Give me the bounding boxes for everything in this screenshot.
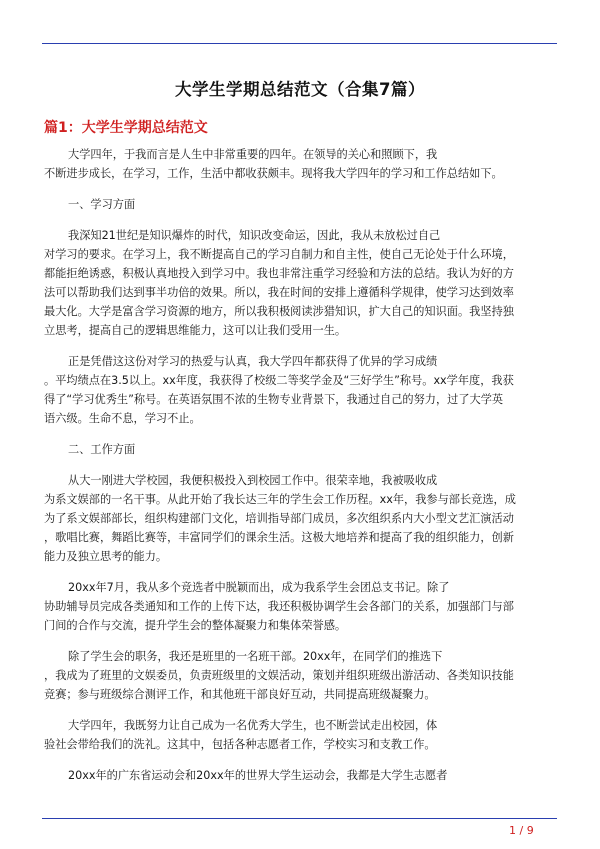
paragraph-line: 大学四年，我既努力让自己成为一名优秀大学生，也不断尝试走出校园，体 xyxy=(68,719,438,732)
header-rule xyxy=(42,43,557,44)
paragraph-line: 20xx年的广东省运动会和20xx年的世界大学生运动会，我都是大学生志愿者 xyxy=(68,769,448,782)
footer-rule xyxy=(42,818,557,819)
paragraph-line: 验社会带给我们的洗礼。这其中，包括各种志愿者工作，学校实习和支教工作。 xyxy=(44,738,436,751)
paragraph-line: 能力及独立思考的能力。 xyxy=(44,550,168,563)
paragraph-line: 最大化。大学是富含学习资源的地方，所以我积极阅读涉猎知识，扩大自己的知识面。我坚持独 xyxy=(44,305,514,318)
paragraph xyxy=(44,352,556,428)
paragraph-line: 不断进步成长，在学习，工作，生活中都收获颇丰。现将我大学四年的学习和工作总结如下。 xyxy=(44,167,503,180)
document-body xyxy=(44,145,556,797)
paragraph-line: 立思考，提高自己的逻辑思维能力，这可以让我们受用一生。 xyxy=(44,324,347,337)
paragraph-line: 得了“学习优秀生”称号。在英语氛围不浓的生物专业背景下，我通过自己的努力，过了大学英 xyxy=(44,393,504,406)
page-number: 1 / 9 xyxy=(509,824,534,837)
paragraph-line: 二、工作方面 xyxy=(68,443,136,456)
paragraph-line: ，我成为了班里的文娱委员，负责班级里的文娱活动，策划并组织班级出游活动、各类知识技能 xyxy=(44,669,514,682)
paragraph-line: 法可以帮助我们达到事半功倍的效果。所以，我在时间的安排上遵循科学规律，使学习达到效率 xyxy=(44,286,514,299)
paragraph xyxy=(44,647,556,704)
paragraph xyxy=(44,716,556,754)
paragraph xyxy=(44,766,556,785)
paragraph-line: ，歌唱比赛，舞蹈比赛等，丰富同学们的课余生活。这极大地培养和提高了我的组织能力，创新 xyxy=(44,531,514,544)
paragraph xyxy=(44,195,556,214)
paragraph-line: 我深知21世纪是知识爆炸的时代，知识改变命运，因此，我从未放松过自己 xyxy=(68,229,441,242)
paragraph-line: 20xx年7月，我从多个竞选者中脱颖而出，成为我系学生会团总支书记。除了 xyxy=(68,581,450,594)
paragraph xyxy=(44,471,556,566)
paragraph-line: 门间的合作与交流，提升学生会的整体凝聚力和集体荣誉感。 xyxy=(44,619,347,632)
paragraph-line: 为系文娱部的一名干事。从此开始了我长达三年的学生会工作历程。xx年，我参与部长竞选，成 xyxy=(44,493,516,506)
paragraph xyxy=(44,440,556,459)
document-title: 大学生学期总结范文（合集7篇） xyxy=(175,80,425,99)
paragraph xyxy=(44,145,556,183)
paragraph xyxy=(44,226,556,340)
paragraph-line: 。平均绩点在3.5以上。xx年度，我获得了校级二等奖学金及“三好学生”称号。xx学年度，我获 xyxy=(44,374,514,387)
paragraph-line: 从大一刚进大学校园，我便积极投入到校园工作中。很荣幸地，我被吸收成 xyxy=(68,474,438,487)
paragraph-line: 正是凭借这这份对学习的热爱与认真，我大学四年都获得了优异的学习成绩 xyxy=(68,355,438,368)
paragraph-line: 协助辅导员完成各类通知和工作的上传下达，我还积极协调学生会各部门的关系，加强部门与部 xyxy=(44,600,514,613)
paragraph-line: 都能拒绝诱惑，积极认真地投入到学习中。我也非常注重学习经验和方法的总结。我认为好的方 xyxy=(44,267,514,280)
paragraph-line: 对学习的要求。在学习上，我不断提高自己的学习自制力和自主性，使自己无论处于什么环境， xyxy=(44,248,514,261)
paragraph-line: 一、学习方面 xyxy=(68,198,136,211)
section-heading: 篇1：大学生学期总结范文 xyxy=(44,120,208,136)
paragraph-line: 竞赛；参与班级综合测评工作，和其他班干部良好互动，共同提高班级凝聚力。 xyxy=(44,688,436,701)
paragraph-line: 大学四年，于我而言是人生中非常重要的四年。在领导的关心和照顾下，我 xyxy=(68,148,438,161)
paragraph xyxy=(44,578,556,635)
paragraph-line: 语六级。生命不息，学习不止。 xyxy=(44,412,201,425)
paragraph-line: 为了系文娱部部长，组织构建部门文化，培训指导部门成员，多次组织系内大小型文艺汇演活动 xyxy=(44,512,514,525)
paragraph-line: 除了学生会的职务，我还是班里的一名班干部。20xx年，在同学们的推选下 xyxy=(68,650,443,663)
